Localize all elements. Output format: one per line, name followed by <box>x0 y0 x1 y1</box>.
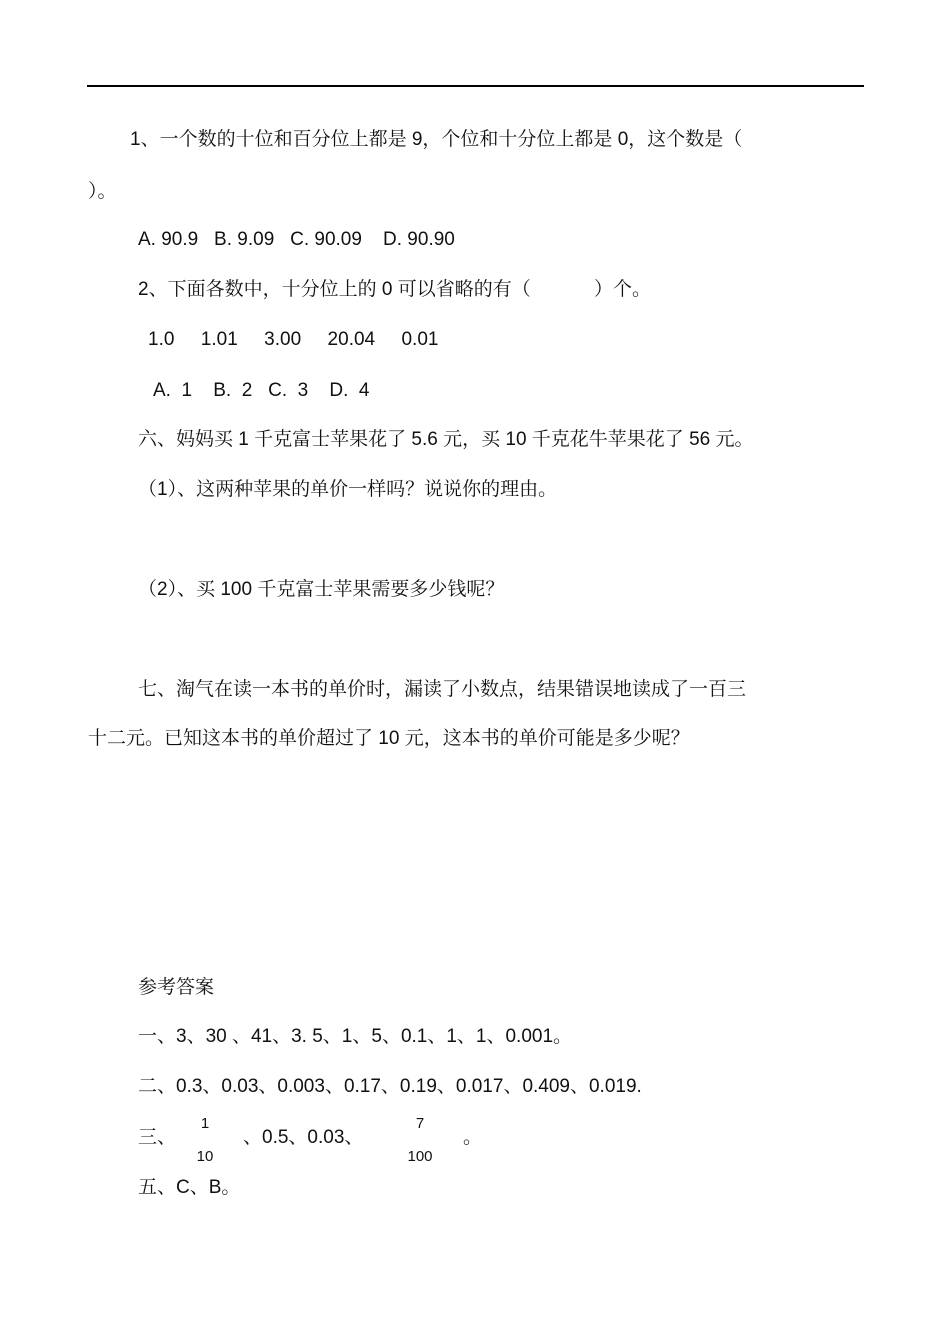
q1-options: A. 90.9 B. 9.09 C. 90.09 D. 90.90 <box>138 229 455 250</box>
header-rule <box>87 85 864 87</box>
q2-text: 2、下面各数中，十分位上的 0 可以省略的有（ ）个。 <box>138 279 652 300</box>
answer-3-suffix: 。 <box>463 1127 483 1148</box>
fraction-1-denominator: 10 <box>196 1148 214 1165</box>
q1-line1: 1、一个数的十位和百分位上都是 9，个位和十分位上都是 0，这个数是（ <box>130 129 743 150</box>
fraction-2-numerator: 7 <box>415 1115 425 1132</box>
answer-5: 五、C、B。 <box>138 1177 241 1198</box>
q6-text: 六、妈妈买 1 千克富士苹果花了 5.6 元，买 10 千克花牛苹果花了 56 元。 <box>138 429 754 450</box>
answer-1: 一、3、30 、41、3. 5、1、5、0.1、1、1、0.001。 <box>138 1026 573 1047</box>
q2-options: A. 1 B. 2 C. 3 D. 4 <box>153 380 370 401</box>
q1-line2: ）。 <box>88 181 117 202</box>
q6-sub1: （1）、这两种苹果的单价一样吗？说说你的理由。 <box>138 479 558 500</box>
answer-2: 二、0.3、0.03、0.003、0.17、0.19、0.017、0.409、0.019. <box>138 1076 642 1097</box>
q7-line2: 十二元。已知这本书的单价超过了 10 元，这本书的单价可能是多少呢？ <box>88 728 690 749</box>
answer-3-middle: 、0.5、0.03、 <box>243 1127 364 1148</box>
q6-sub2: （2）、买 100 千克富士苹果需要多少钱呢？ <box>138 579 505 600</box>
q7-line1: 七、淘气在读一本书的单价时，漏读了小数点，结果错误地读成了一百三 <box>138 679 747 700</box>
fraction-1-numerator: 1 <box>200 1115 210 1132</box>
answer-3-prefix: 三、 <box>138 1127 177 1148</box>
answers-heading: 参考答案 <box>138 977 215 998</box>
fraction-2-denominator: 100 <box>407 1148 433 1165</box>
q2-numbers: 1.0 1.01 3.00 20.04 0.01 <box>148 329 439 350</box>
